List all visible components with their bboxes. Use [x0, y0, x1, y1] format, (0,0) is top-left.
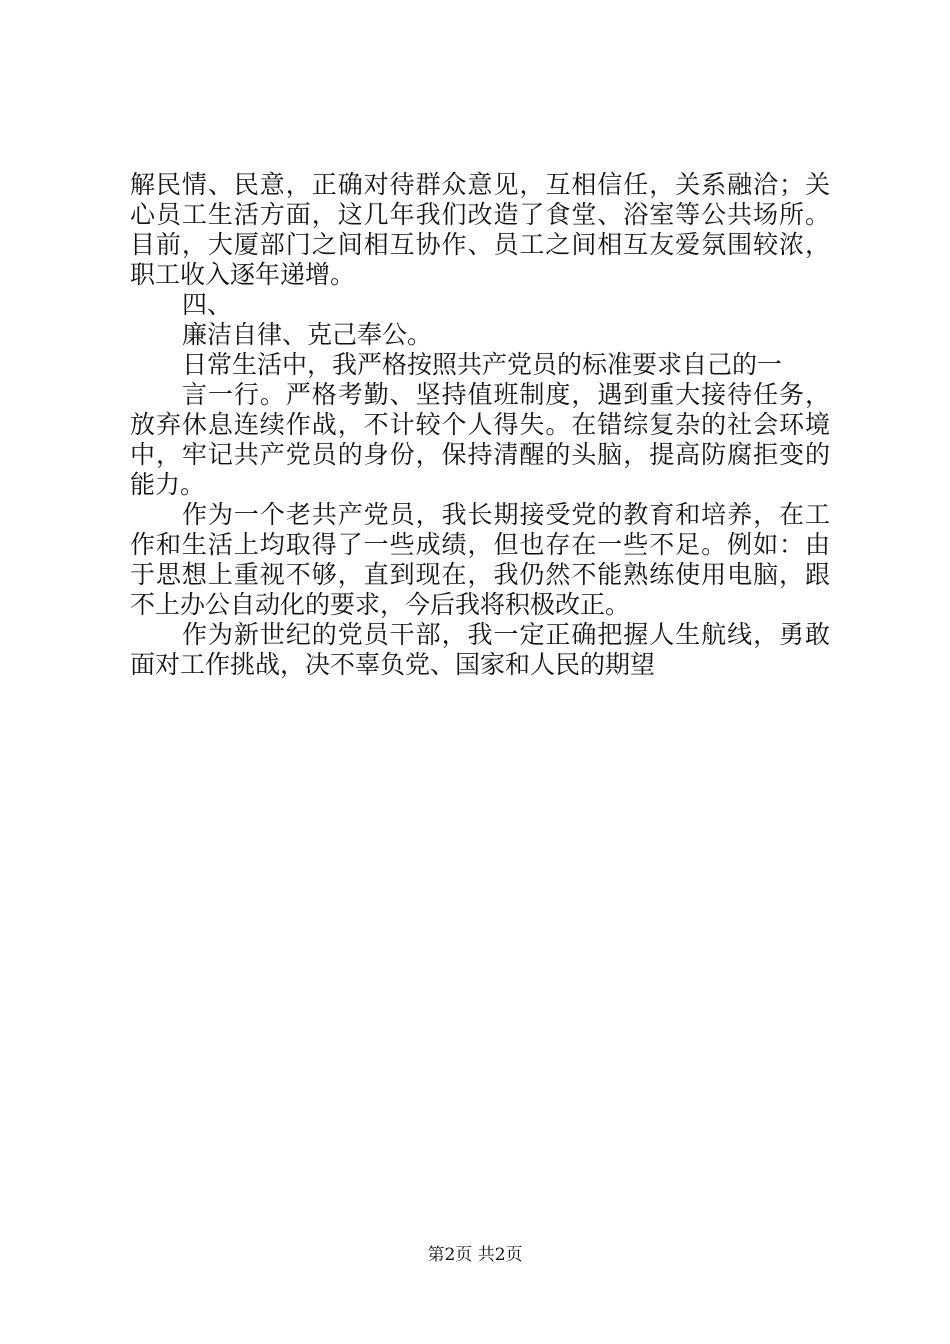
text-line: 能力。 [130, 470, 206, 499]
text-line: 作为一个老共产党员，我长期接受党的教育和培养，在工 [182, 500, 830, 529]
page-footer: 第2页 共2页 [427, 1245, 523, 1265]
text-line: 于思想上重视不够，直到现在，我仍然不能熟练使用电脑，跟 [130, 560, 830, 589]
text-line: 不上办公自动化的要求，今后我将积极改正。 [130, 590, 631, 619]
text-line: 职工收入逐年递增。 [130, 260, 356, 289]
text-line: 日常生活中，我严格按照共产党员的标准要求自己的一 [182, 350, 783, 379]
text-line: 言一行。严格考勤、坚持值班制度，遇到重大接待任务， [182, 380, 830, 409]
text-line: 作为新世纪的党员干部，我一定正确把握人生航线，勇敢 [182, 620, 830, 649]
text-line: 作和生活上均取得了一些成绩，但也存在一些不足。例如：由 [130, 530, 830, 559]
section-heading: 廉洁自律、克己奉公。 [182, 320, 433, 349]
text-line: 目前，大厦部门之间相互协作、员工之间相互友爱氛围较浓， [130, 230, 830, 259]
section-number: 四、 [182, 290, 233, 319]
text-line: 中，牢记共产党员的身份，保持清醒的头脑，提高防腐拒变的 [130, 440, 830, 469]
text-line: 心员工生活方面，这几年我们改造了食堂、浴室等公共场所。 [130, 200, 830, 229]
text-line: 放弃休息连续作战，不计较个人得失。在错综复杂的社会环境 [130, 410, 830, 439]
text-line: 面对工作挑战，决不辜负党、国家和人民的期望 [130, 650, 656, 679]
text-line: 解民情、民意，正确对待群众意见，互相信任，关系融洽；关 [130, 170, 830, 199]
body-text [130, 170, 830, 680]
